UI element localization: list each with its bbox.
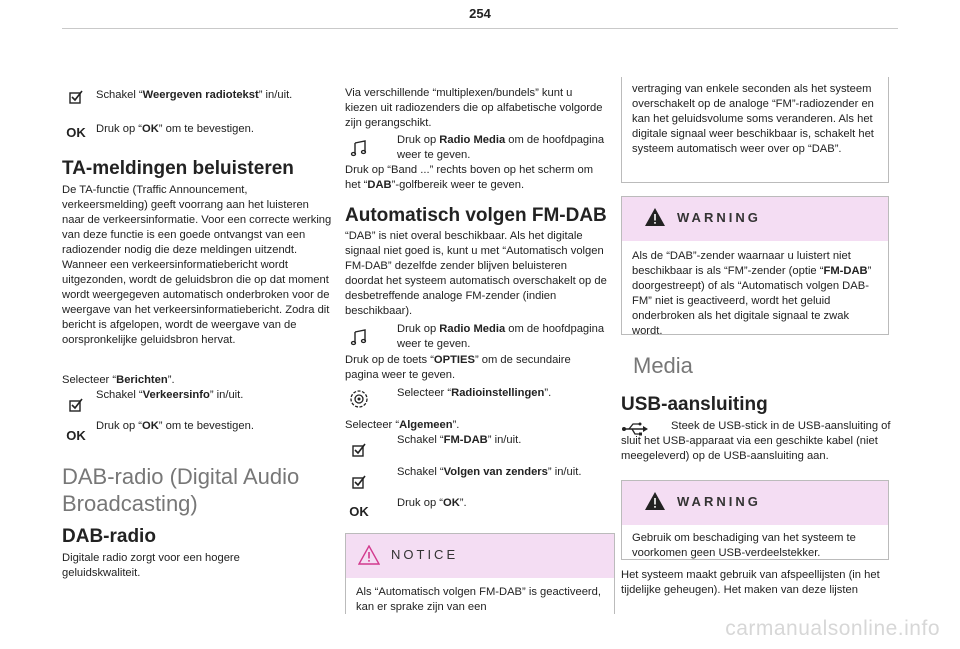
warning-header [622,197,888,241]
step-ok: OK Druk op “OK”. [345,496,613,511]
watermark: carmanualsonline.info [725,617,940,640]
auto-follow-paragraph: “DAB” is niet overal beschikbaar. Als het digitale signaal niet goed is, kunt u met “Automatisch volgen FM-DAB” dezelfde zender blijven beluisteren doordat het systeem automatisch overschakelt op de desbetreffende analoge FM-zender (indien beschikbaar). [345,230,607,317]
checkbox-icon [345,473,373,494]
notice-text: Als “Automatisch volgen FM-DAB” is geactiveerd, kan er sprake zijn van een [356,586,601,613]
step-toggle-follow: Schakel “Volgen van zenders” in/uit. [345,465,613,480]
band-instruction: Druk op “Band ...” rechts boven op het scherm om het “DAB”-golfbereik weer te geven. [345,164,594,191]
warning-label-usb: WARNING [677,494,761,509]
ta-heading: TA-meldingen beluisteren [62,158,294,179]
step-confirm-ok-2: OK Druk op “OK” om te bevestigen. [62,419,330,434]
notice-label: NOTICE [391,547,459,562]
warning-box-dab [621,196,889,335]
auto-follow-heading: Automatisch volgen FM-DAB [345,205,607,226]
header-rule [62,28,898,29]
ok-icon: OK [349,504,369,519]
usb-instruction: Steek de USB-stick in de USB-aansluiting of sluit het USB-apparaat via een geschikte kabel (niet meegeleverd) op de USB-aansluiting aan. [621,420,891,462]
step-toggle-radiotext: Schakel “Weergeven radiotekst” in/uit. [62,88,330,103]
dab-heading: DAB-radio [62,526,156,547]
select-messages: Selecteer “Berichten”. [62,374,175,386]
warning-header-usb [622,481,888,525]
media-section-title: Media [633,353,693,378]
warning-box-usb [621,480,889,560]
ok-icon: OK [66,428,86,443]
checkbox-icon [62,396,90,417]
checkbox-icon [345,441,373,462]
multiplex-intro: Via verschillende “multiplexen/bundels” kunt u kiezen uit radiozenders die op alfabetische volgorde zijn gerangschikt. [345,87,603,129]
step-radio-media: Druk op Radio Media om de hoofdpagina weer te geven. [345,133,613,163]
settings-gear-icon [345,388,373,415]
options-instruction: Druk op de toets “OPTIES” om de secundaire pagina weer te geven. [345,354,571,381]
step-radio-media-2: Druk op Radio Media om de hoofdpagina weer te geven. [345,322,613,352]
notice-continued-box [621,77,889,183]
step-confirm-ok: OK Druk op “OK” om te bevestigen. [62,122,330,137]
ta-paragraph: De TA-functie (Traffic Announcement, verkeersmelding) geeft voorrang aan het luisteren naar de verkeersinformatie. Voor een correcte werking van deze functie is een goede ontvangst van een radiozender nodig die deze meldingen uitzendt. Wanneer een verkeersinformatiebericht wordt uitgezonden, wordt de geluidsbron die op dat moment wordt weergegeven automatisch onderbroken voor de weergave van het verkeersinformatiebericht. Zodra dit bericht is afgelopen, wordt de weergave van de oorspronkelijke geluidsbron hervat. [62,184,332,346]
warning-triangle-icon [644,207,666,232]
notice-box [345,533,615,614]
step-radio-settings: Selecteer “Radioinstellingen”. [345,386,613,401]
usb-icon [621,421,649,442]
notice-triangle-icon [358,545,380,570]
page-number: 254 [469,6,491,21]
music-note-icon [345,328,373,351]
warning-text-usb: Gebruik om beschadiging van het systeem te voorkomen geen USB-verdeelstekker. [632,532,856,559]
usb-heading: USB-aansluiting [621,394,768,415]
select-general: Selecteer “Algemeen”. [345,419,460,431]
step-toggle-fmdab: Schakel “FM-DAB” in/uit. [345,433,613,448]
playlist-paragraph: Het systeem maakt gebruik van afspeellijsten (in het tijdelijke geheugen). Het maken van deze lijsten [621,569,880,596]
notice-continued-text: vertraging van enkele seconden als het systeem overschakelt op de analoge “FM”-radiozender en kan het geluidsvolume soms veranderen. Als het digitale signaal weer beschikbaar is, schakelt het systeem automatisch weer over op “DAB”. [632,83,874,155]
checkbox-icon [62,88,90,109]
notice-header [346,534,614,578]
ok-icon: OK [66,125,86,140]
step-toggle-trafficinfo: Schakel “Verkeersinfo” in/uit. [62,388,330,403]
warning-label: WARNING [677,210,761,225]
dab-paragraph: Digitale radio zorgt voor een hogere geluidskwaliteit. [62,552,240,579]
dab-section-title: DAB-radio (Digital Audio Broadcasting) [62,464,300,516]
music-note-icon [345,139,373,162]
warning-text-dab: Als de “DAB”-zender waarnaar u luistert niet beschikbaar is als “FM”-zender (optie “FM-DAB” doorgestreept) of als “Automatisch volgen DAB-FM” niet is geactiveerd, wordt het geluid onderbroken als het digitale signaal te zwak wordt. [632,250,872,337]
warning-triangle-icon [644,491,666,516]
